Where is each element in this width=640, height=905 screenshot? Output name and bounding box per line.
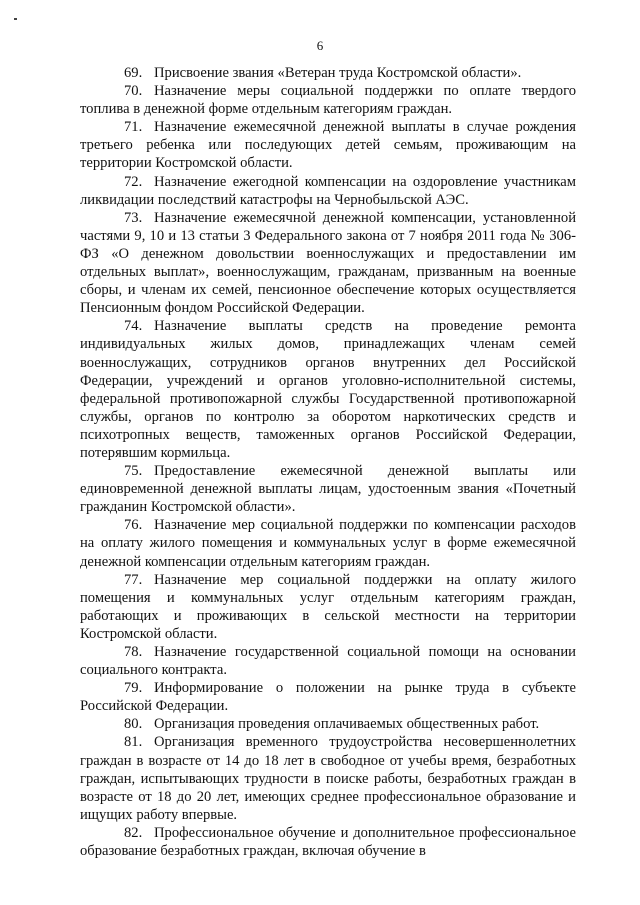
list-item [80,118,576,172]
page-number: 6 [316,38,324,53]
item-text: Назначение ежемесячной денежной выплаты в случае рождения третьего ребенка или последующих детей семьям, проживающим на территории Костромской области. [80,119,576,172]
item-text: Назначение мер социальной поддержки на оплату жилого помещения и коммунальных услуг отдельным категориям граждан, работающих и проживающих в сельской местности на территории Костромской области. [80,571,576,642]
item-text: Назначение ежемесячной денежной компенсации, установленной частями 9, 10 и 13 статьи 3 Федерального закона от 7 ноября 2011 года № 306-ФЗ «О денежном довольствии военнослужащих и предоставлении им отдельных выплат», военнослужащим, гражданам, призванным на военные сборы, и членам их семей, пенсионное обеспечение которых осуществляется Пенсионным фондом Российской Федерации. [80,209,576,317]
list-item [80,82,576,118]
list-item [80,824,576,860]
item-number: 73. [124,209,143,226]
item-text: Организация временного трудоустройства несовершеннолетних граждан в возрасте от 14 до 18 лет в свободное от учебы время, безработных граждан, испытывающих трудности в поиске работы, безработных граждан в возрасте от 18 до 20 лет, имеющих среднее профессиональное образование и ищущих работу впервые. [80,734,576,823]
list-item [80,679,576,715]
item-number: 80. [124,716,143,733]
list-item [80,733,576,823]
item-number: 76. [124,517,143,534]
list-item [80,317,576,462]
item-text: Профессиональное обучение и дополнительное профессиональное образование безработных граждан, включая обучение в [80,824,576,860]
list-item [80,643,576,679]
item-text: Информирование о положении на рынке труда в субъекте Российской Федерации. [80,680,576,715]
item-text: Назначение меры социальной поддержки по оплате твердого топлива в денежной форме отдельным категориям граждан. [80,83,576,118]
scan-mark [14,18,17,20]
item-number: 72. [124,173,143,190]
item-number: 77. [124,571,143,588]
item-text: Назначение выплаты средств на проведение ремонта индивидуальных жилых домов, принадлежащих членам семей военнослужащих, сотрудников органов внутренних дел Российской Федерации, учреждений и органов уголовно-исполнительной системы, федеральной противопожарной службы Государственной противопожарной службы, органов по контролю за оборотом наркотических средств и психотропных веществ, таможенных органов Российской Федерации, потерявшим кормильца. [80,318,576,461]
list-item [80,516,576,570]
item-number: 81. [124,734,143,751]
list-item [80,462,576,516]
item-number: 71. [124,119,143,136]
list-item [80,715,576,733]
list-item [80,64,576,82]
list-item [80,571,576,643]
item-text: Назначение мер социальной поддержки по компенсации расходов на оплату жилого помещения и коммунальных услуг в форме ежемесячной денежной компенсации отдельным категориям граждан. [80,517,576,570]
item-number: 70. [124,83,143,100]
item-text: Организация проведения оплачиваемых общественных работ. [154,716,540,733]
item-text: Назначение ежегодной компенсации на оздоровление участникам ликвидации последствий катастрофы на Чернобыльской АЭС. [80,173,576,208]
item-list [80,64,576,860]
list-item [80,209,576,318]
item-number: 75. [124,463,143,480]
item-text: Предоставление ежемесячной денежной выплаты или единовременной денежной выплаты лицам, удостоенным звания «Почетный гражданин Костромской области». [80,463,576,516]
list-item [80,173,576,209]
item-number: 69. [124,65,143,81]
item-text: Присвоение звания «Ветеран труда Костромской области». [154,65,522,81]
item-text: Назначение государственной социальной помощи на основании социального контракта. [80,644,576,679]
item-number: 79. [124,680,143,697]
item-number: 74. [124,318,143,335]
item-number: 78. [124,644,143,660]
item-number: 82. [124,824,143,841]
